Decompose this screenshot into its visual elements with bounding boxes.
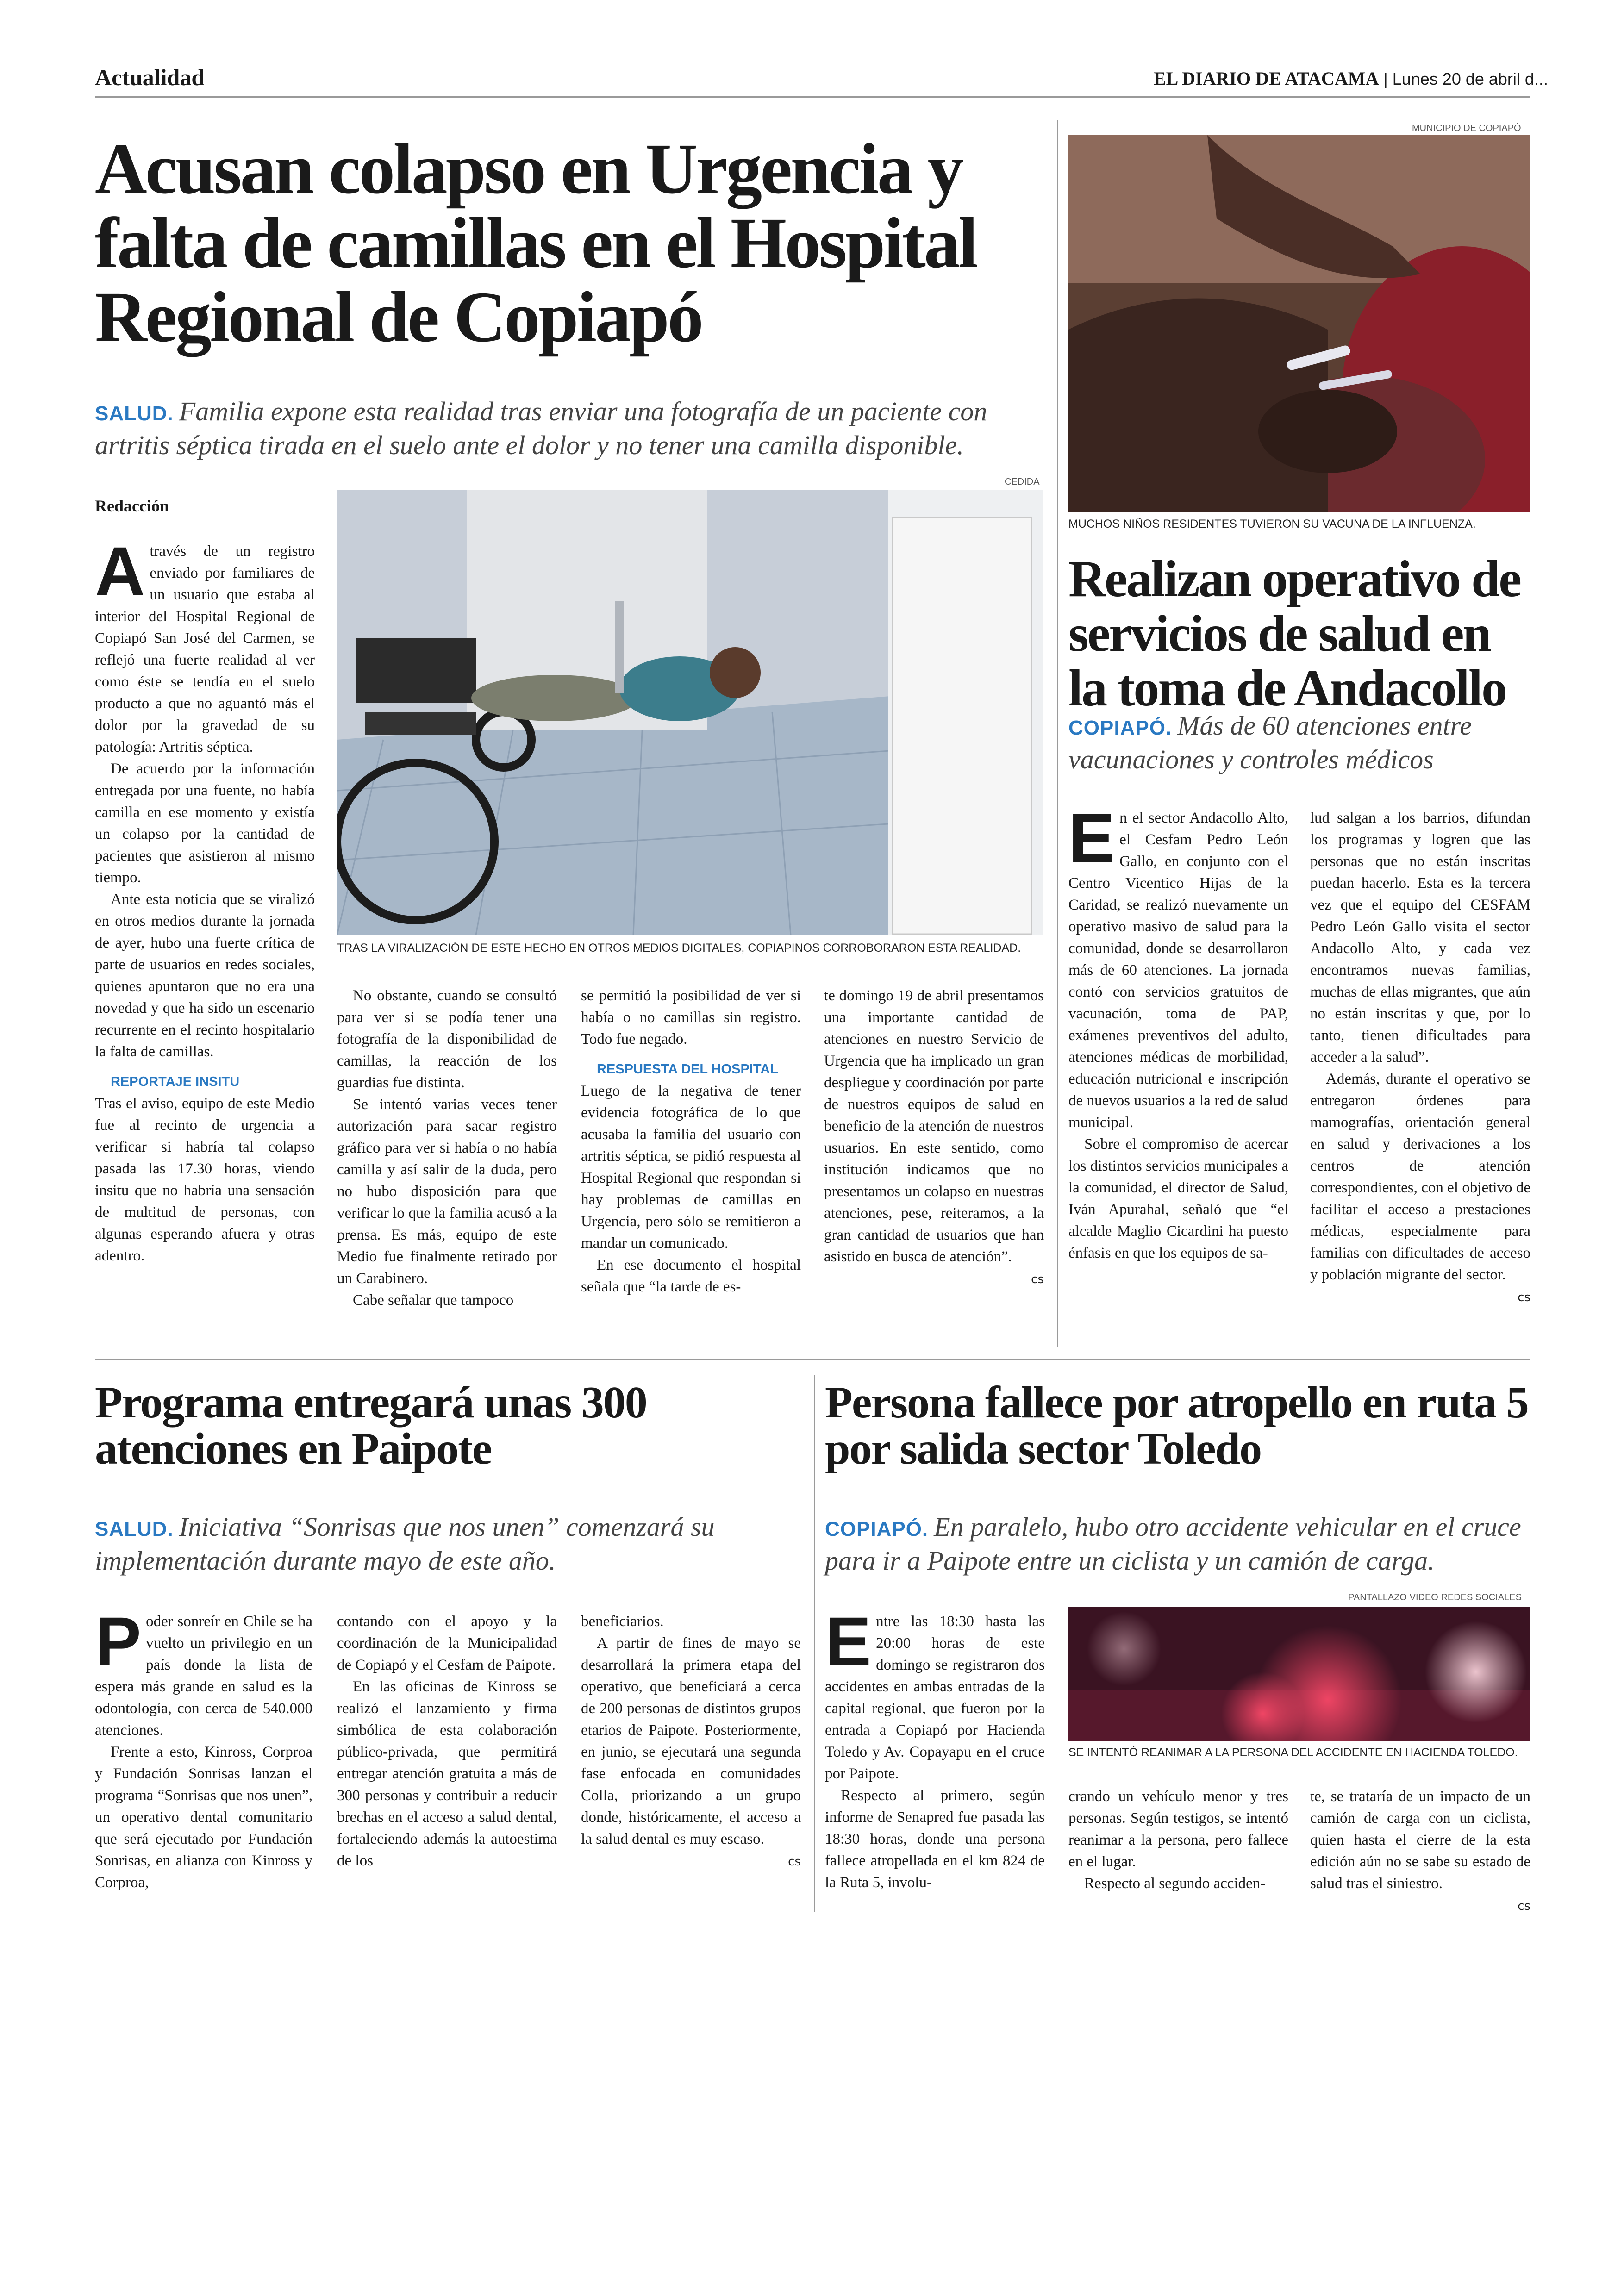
paragraph: A partir de fines de mayo se desarrollará la primera etapa del operativo, que beneficiará a cerca de 200 personas de distintos grupos etarios de Paipote. Posteriormente, en junio, se ejecutará una segunda fase enfocada en comunidades Colla, priorizando a un grupo donde, históricamente, el acceso a la salud dental es muy escaso. — [581, 1635, 801, 1847]
paragraph: te, se trataría de un impacto de un camión de carga con un ciclista, quien hasta el cierre de la esta edición aún no se sabe su estado de salud tras el siniestro. — [1310, 1788, 1530, 1892]
article2-photo-credit: MUNICIPIO DE COPIAPÓ — [1412, 123, 1521, 133]
article3-column-3 — [581, 1611, 801, 1873]
article4-title: Persona fallece por atropello en ruta 5 por salida sector Toledo — [825, 1378, 1528, 1474]
paragraph: oder sonreír en Chile se ha vuelto un privilegio en un país donde la lista de espera más grande en salud es la odontología, con cerca de 540.000 atenciones. — [95, 1613, 312, 1739]
story-divider — [95, 1359, 1530, 1360]
article2-deck-text: Más de 60 atenciones entre vacunaciones y controles médicos — [1068, 711, 1472, 774]
paragraph: Tras el aviso, equipo de este Medio fue al recinto de urgencia a verificar si habría tal colapso pasada las 17.30 horas, viendo insitu que no habría una sensación de multitud de personas, con algunas esperando afuera y otras adentro. — [95, 1095, 315, 1264]
article3-deck-text: Iniciativa “Sonrisas que nos unen” comenzará su implementación durante mayo de este año. — [95, 1512, 715, 1576]
article2-kicker: COPIAPÓ. — [1068, 717, 1172, 739]
article3-column-1 — [95, 1603, 312, 1894]
masthead — [1154, 68, 1548, 89]
article4-photo-credit: PANTALLAZO VIDEO REDES SOCIALES — [1348, 1592, 1522, 1603]
article4-column-1 — [825, 1603, 1045, 1894]
paragraph: En ese documento el hospital señala que “la tarde de es- — [581, 1257, 801, 1295]
article1-photo — [337, 490, 1043, 935]
accident-night-photo — [1068, 1607, 1530, 1741]
paragraph: Ante esta noticia que se viralizó en otros medios durante la jornada de ayer, hubo una fuerte crítica de parte de usuarios en redes sociales, quienes apuntaron que no era una novedad y que ha sido un escenario recurrente en el recinto hospitalario la falta de camillas. — [95, 891, 315, 1060]
end-mark-icon: cs — [1031, 1272, 1044, 1286]
article3-deck — [95, 1511, 808, 1577]
article4-photo — [1068, 1607, 1530, 1741]
paragraph: Respecto al segundo acciden- — [1084, 1875, 1266, 1892]
article2-dropcap: E — [1068, 799, 1115, 877]
end-mark-icon: cs — [1518, 1899, 1530, 1913]
column-rule — [814, 1375, 815, 1912]
column-rule — [1057, 120, 1058, 1347]
issue-date: | Lunes 20 de abril d... — [1383, 69, 1548, 88]
paragraph: te domingo 19 de abril presentamos una importante cantidad de atenciones en nuestro Servicio de Urgencia que ha implicado un gran despliegue y coordinación por parte de nuestros equipos de salud en beneficio de la atención de nuestros usuarios. En este sentido, como institución indicamos que no presentamos un colapso en nuestras atenciones, pese, reiteramos, a la gran cantidad de usuarios que han asistido en busca de atención”. — [824, 987, 1044, 1265]
end-mark-icon: cs — [788, 1855, 801, 1869]
paragraph: ntre las 18:30 hasta las 20:00 horas de este domingo se registraron dos accidentes en ambas entradas de la capital regional, que fueron por la entrada a Copiapó por Hacienda Toledo y Av. Copayapu en el cruce por Paipote. — [825, 1613, 1045, 1782]
article1-byline: Redacción — [95, 497, 169, 515]
article1-caption: TRAS LA VIRALIZACIÓN DE ESTE HECHO EN OTROS MEDIOS DIGITALES, COPIAPINOS CORROBORARON ESTA REALIDAD. — [337, 942, 1021, 954]
article3-dropcap: P — [95, 1603, 142, 1680]
article1-column-3 — [581, 985, 801, 1298]
article3-title: Programa entregará unas 300 atenciones en Paipote — [95, 1378, 647, 1474]
article1-title: Acusan colapso en Urgencia y falta de camillas en el Hospital Regional de Copiapó — [95, 129, 977, 357]
paragraph: Cabe señalar que tampoco — [353, 1292, 514, 1309]
paragraph: través de un registro enviado por familiares de un usuario que estaba al interior del Hospital Regional de Copiapó San José del Carmen, se reflejó una fuerte realidad al ver como éste se tendía en el suelo producto a que no aguantó más el dolor por la gravedad de su patología: Artritis séptica. — [95, 543, 315, 755]
article2-title: Realizan operativo de servicios de salud en la toma de Andacollo — [1068, 550, 1520, 717]
paragraph: En las oficinas de Kinross se realizó el lanzamiento y firma simbólica de esta colaboración público-privada, que permitirá entregar atención gratuita a más de 300 personas y contribuir a reducir brechas en el acceso a salud dental, fortaleciendo además la autoestima de los — [337, 1678, 557, 1869]
article2-column-1 — [1068, 799, 1288, 1264]
article4-caption: SE INTENTÓ REANIMAR A LA PERSONA DEL ACCIDENTE EN HACIENDA TOLEDO. — [1068, 1746, 1518, 1759]
paragraph: lud salgan a los barrios, difundan los programas y logren que las personas que no están inscritas puedan hacerlo. Esta es la tercera vez que el equipo del CESFAM Pedro León Gallo visita el sector Andacollo Alto, y cada vez encontramos nuevas familias, muchas de ellas migrantes, que aún no están inscritas y que, por lo tanto, tienen dificultades para acceder a la salud”. — [1310, 810, 1530, 1066]
article4-column-3 — [1310, 1786, 1530, 1917]
paragraph: n el sector Andacollo Alto, el Cesfam Pedro León Gallo, en conjunto con el Centro Vicentico Hijas de la Caridad, se realizó nuevamente un operativo masivo de salud para la comunidad, donde se desarrollaron más de 60 atenciones. La jornada contó con servicios gratuitos de vacunación, toma de PAP, exámenes preventivos del adulto, atenciones médicas de morbilidad, educación nutricional e inscripción de nuevos usuarios a la red de salud municipal. — [1068, 810, 1288, 1131]
paragraph: Además, durante el operativo se entregaron órdenes para mamografías, orientación general en salud y derivaciones a los centros de atención correspondientes, con el objetivo de facilitar el acceso a prestaciones médicas, especialmente para familias con dificultades de acceso y población migrante del sector. — [1310, 1071, 1530, 1283]
article4-deck-text: En paralelo, hubo otro accidente vehicular en el cruce para ir a Paipote entre un ciclista y un camión de carga. — [825, 1512, 1521, 1576]
paragraph: Respecto al primero, según informe de Senapred fue pasada las 18:30 horas, donde una persona fallece atropellada en el km 824 de la Ruta 5, involu- — [825, 1787, 1045, 1891]
article1-deck-text: Familia expone esta realidad tras enviar una fotografía de un paciente con artritis séptica tirada en el suelo ante el dolor y no tener una camilla disponible. — [95, 396, 987, 460]
article3-kicker: SALUD. — [95, 1518, 174, 1540]
paragraph: crando un vehículo menor y tres personas. Según testigos, se intentó reanimar a la persona, pero fallece en el lugar. — [1068, 1788, 1288, 1870]
paragraph: Luego de la negativa de tener evidencia fotográfica de lo que acusaba la familia del usuario con artritis séptica, se pidió respuesta al Hospital Regional que respondan si hay problemas de camillas en Urgencia, pero sólo se remitieron a mandar un comunicado. — [581, 1083, 801, 1252]
article1-column-4 — [824, 985, 1044, 1291]
vaccination-photo — [1068, 135, 1530, 512]
article1-photo-credit: CEDIDA — [1005, 477, 1040, 487]
article4-dropcap: E — [825, 1603, 872, 1680]
paragraph: se permitió la posibilidad de ver si había o no camillas sin registro. Todo fue negado. — [581, 987, 801, 1048]
paragraph: contando con el apoyo y la coordinación de la Municipalidad de Copiapó y el Cesfam de Paipote. — [337, 1613, 557, 1673]
paragraph: Sobre el compromiso de acercar los distintos servicios municipales a la comunidad, el director de Salud, Iván Apurahal, señaló que “el alcalde Maglio Cicardini ha puesto énfasis en que los equipos de sa- — [1068, 1136, 1288, 1261]
article4-deck — [825, 1511, 1531, 1577]
paragraph: De acuerdo por la información entregada por una fuente, no había camilla en ese momento y existía un colapso por la cantidad de pacientes que asistieron al mismo tiempo. — [95, 761, 315, 886]
end-mark-icon: cs — [1518, 1291, 1530, 1304]
article2-photo — [1068, 135, 1530, 512]
article3-column-2 — [337, 1611, 557, 1872]
article1-subhead-respuesta: RESPUESTA DEL HOSPITAL — [597, 1062, 779, 1077]
article1-dropcap: A — [95, 532, 145, 610]
paragraph: Frente a esto, Kinross, Corproa y Fundación Sonrisas lanzan el programa “Sonrisas que nos unen”, un operativo dental comunitario que será ejecutado por Fundación Sonrisas, en alianza con Kinross y Corproa, — [95, 1744, 312, 1891]
paragraph: No obstante, cuando se consultó para ver si se podía tener una fotografía de la disponibilidad de camillas, la reacción de los guardias fue distinta. — [337, 987, 557, 1091]
hospital-floor-photo — [337, 490, 1043, 935]
header-rule — [95, 96, 1530, 98]
article1-column-1 — [95, 532, 315, 1267]
article2-caption: MUCHOS NIÑOS RESIDENTES TUVIERON SU VACUNA DE LA INFLUENZA. — [1068, 518, 1476, 530]
paragraph: Se intentó varias veces tener autorización para sacar registro gráfico para ver si había o no había camilla y así salir de la duda, pero no hubo disposición para que verificar lo que la familia acusó a la prensa. Es más, equipo de este Medio fue finalmente retirado por un Carabinero. — [337, 1096, 557, 1287]
article4-column-2 — [1068, 1786, 1288, 1895]
article1-subhead-reportaje: REPORTAJE INSITU — [111, 1074, 240, 1089]
article2-deck — [1068, 710, 1530, 775]
paragraph: beneficiarios. — [581, 1613, 664, 1630]
article4-kicker: COPIAPÓ. — [825, 1518, 929, 1540]
section-label: Actualidad — [95, 64, 205, 90]
article1-column-2 — [337, 985, 557, 1311]
paper-name: EL DIARIO DE ATACAMA — [1154, 68, 1379, 89]
article2-column-2 — [1310, 807, 1530, 1309]
article1-kicker: SALUD. — [95, 402, 174, 425]
article1-deck — [95, 396, 1067, 461]
